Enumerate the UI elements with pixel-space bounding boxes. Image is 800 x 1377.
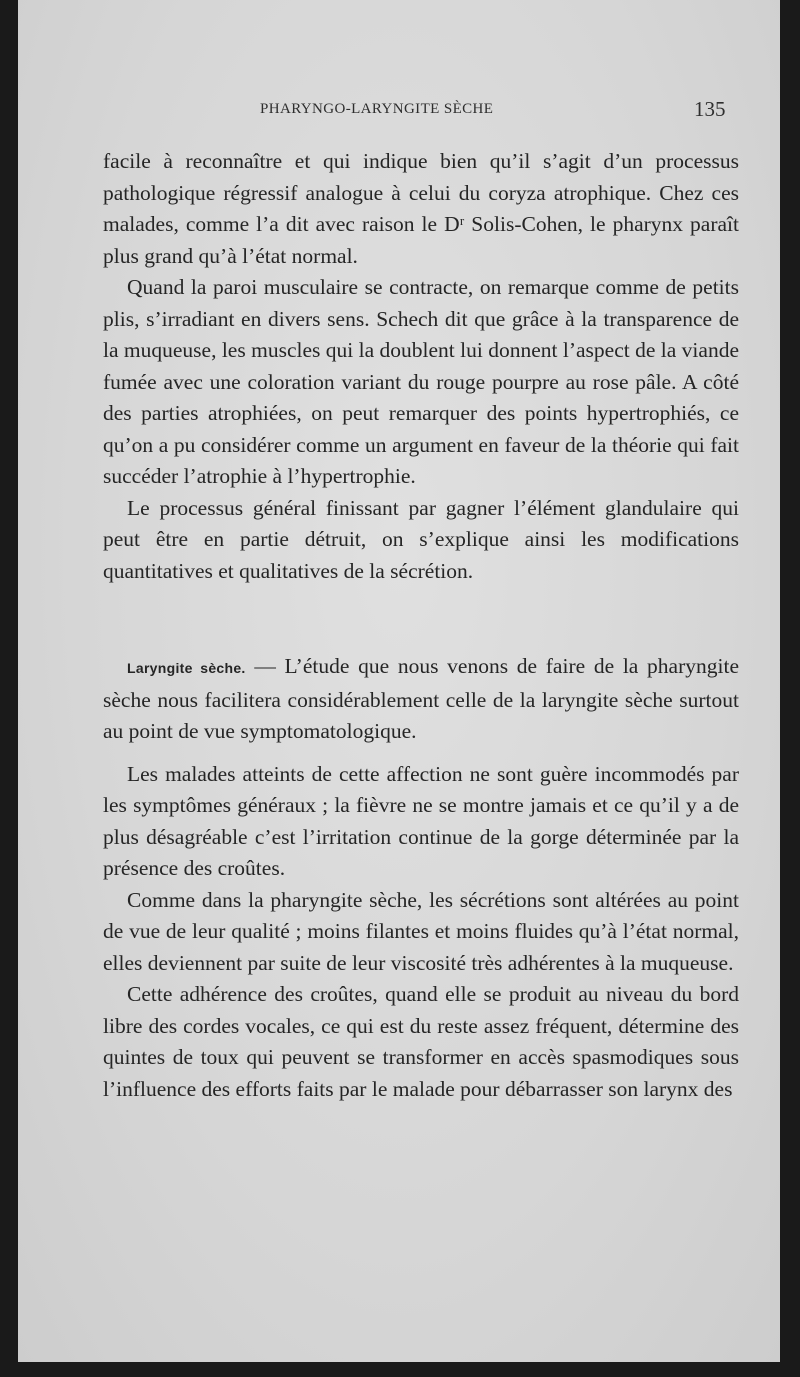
running-title: PHARYNGO-LARYNGITE SÈCHE — [260, 101, 494, 117]
section-spacer — [103, 587, 739, 651]
page-number: 135 — [694, 97, 726, 121]
running-head — [18, 97, 780, 127]
paragraph-1: facile à reconnaître et qui indique bien qu’il s’agit d’un processus pathologique régressif analogue à celui du coryza atrophique. Chez ces malades, comme l’a dit avec raison le Dʳ Solis-Cohen, le pharynx paraît plus grand qu’à l’état normal. — [103, 149, 739, 268]
paragraph-2: Quand la paroi musculaire se contracte, on remarque comme de petits plis, s’irradiant en divers sens. Schech dit que grâce à la transparence de la muqueuse, les muscles qui la doublent lui donnent l’aspect de la viande fumée avec une coloration variant du rouge pourpre au rose pâle. A côté des parties atrophiées, on peut remarquer des points hypertrophiés, ce qu’on a pu considérer comme un argument en faveur de la théorie qui fait succéder l’atrophie à l’hypertrophie. — [103, 275, 739, 488]
section-heading: Laryngite sèche. — [127, 660, 246, 676]
body-text — [103, 146, 739, 1105]
paragraph-4 — [103, 651, 739, 748]
paragraph-6: Comme dans la pharyngite sèche, les sécrétions sont altérées au point de vue de leur qualité ; moins filantes et moins fluides qu’à l’état normal, elles deviennent par suite de leur viscosité très adhérentes à la muqueuse. — [103, 887, 739, 975]
paragraph-spacer — [103, 748, 739, 759]
paragraph-3: Le processus général finissant par gagner l’élément glandulaire qui peut être en partie détruit, on s’explique ainsi les modifications quantitatives et qualitatives de la sécrétion. — [103, 495, 739, 583]
paragraph-7: Cette adhérence des croûtes, quand elle se produit au niveau du bord libre des cordes vocales, ce qui est du reste assez fréquent, détermine des quintes de toux qui peuvent se transformer en accès spasmodiques sous l’influence des efforts faits par le malade pour débarrasser son larynx des — [103, 982, 739, 1101]
paragraph-5: Les malades atteints de cette affection ne sont guère incommodés par les symptômes généraux ; la fièvre ne se montre jamais et ce qu’il y a de plus désagréable c’est l’irritation continue de la gorge déterminée par la présence des croûtes. — [103, 761, 739, 880]
paragraph-4-text: — L’étude que nous venons de faire de la pharyngite sèche nous facilitera considérablement celle de la laryngite sèche surtout au point de vue symptomatologique. — [103, 654, 739, 743]
book-page — [18, 0, 780, 1362]
